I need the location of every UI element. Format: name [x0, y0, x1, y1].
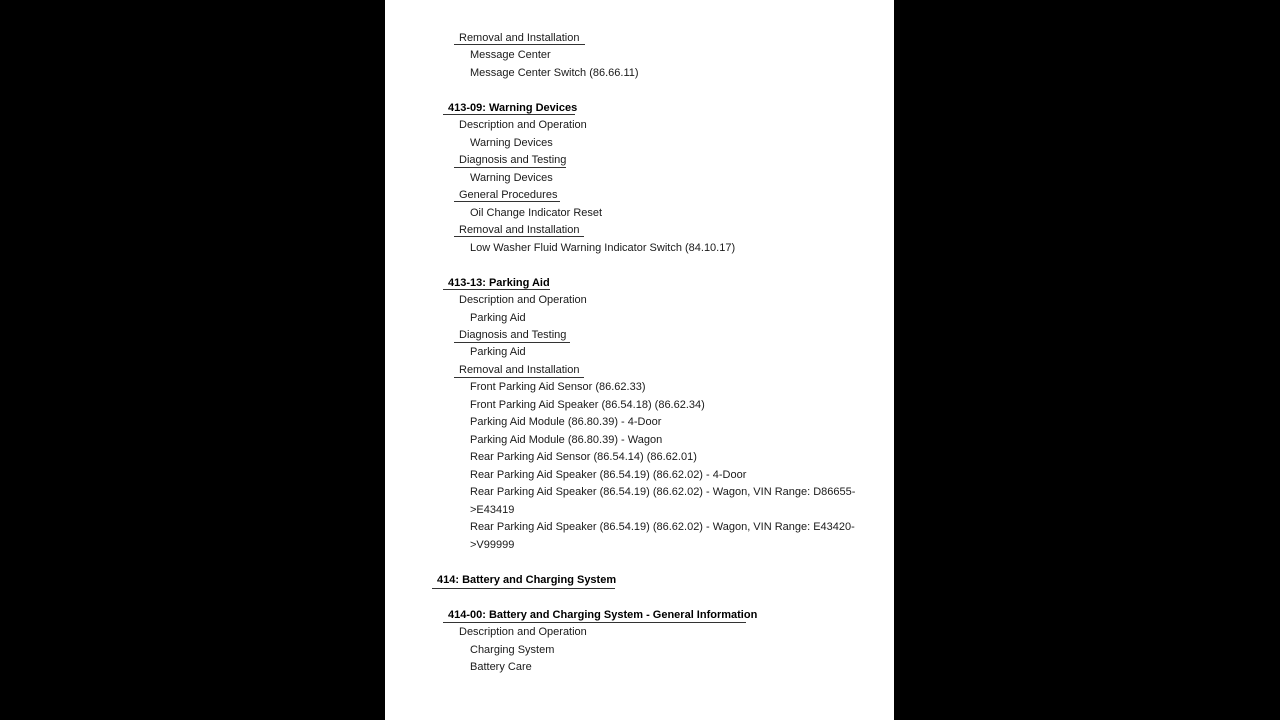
- toc-entry[interactable]: Oil Change Indicator Reset: [470, 207, 603, 219]
- heading-underline: [454, 201, 560, 202]
- toc-entry-continuation: >V99999: [470, 539, 515, 551]
- heading-underline: [454, 342, 570, 343]
- chapter-heading: 413-13: Parking Aid: [448, 277, 550, 289]
- section-heading: Description and Operation: [459, 626, 587, 638]
- section-heading: Description and Operation: [459, 294, 587, 306]
- toc-entry[interactable]: Charging System: [470, 644, 555, 656]
- section-heading: Removal and Installation: [459, 364, 580, 376]
- toc-entry[interactable]: Front Parking Aid Speaker (86.54.18) (86.62.34): [470, 399, 705, 411]
- heading-underline: [454, 236, 584, 237]
- chapter-heading: 414-00: Battery and Charging System - General Information: [448, 609, 758, 621]
- section-heading: Removal and Installation: [459, 32, 580, 44]
- toc-entry[interactable]: Rear Parking Aid Speaker (86.54.19) (86.62.02) - Wagon, VIN Range: E43420-: [470, 521, 855, 533]
- toc-entry[interactable]: Parking Aid: [470, 346, 526, 358]
- heading-underline: [454, 377, 584, 378]
- heading-underline: [454, 167, 566, 168]
- document-page: [385, 0, 894, 720]
- toc-entry[interactable]: Battery Care: [470, 661, 532, 673]
- heading-underline: [443, 114, 575, 115]
- toc-entry[interactable]: Parking Aid Module (86.80.39) - Wagon: [470, 434, 663, 446]
- section-heading: General Procedures: [459, 189, 558, 201]
- toc-entry[interactable]: Rear Parking Aid Speaker (86.54.19) (86.62.02) - Wagon, VIN Range: D86655-: [470, 486, 856, 498]
- toc-entry-continuation: >E43419: [470, 504, 515, 516]
- toc-entry[interactable]: Warning Devices: [470, 172, 553, 184]
- toc-entry[interactable]: Rear Parking Aid Sensor (86.54.14) (86.62.01): [470, 451, 697, 463]
- heading-underline: [454, 44, 585, 45]
- heading-underline: [443, 289, 550, 290]
- toc-entry[interactable]: Low Washer Fluid Warning Indicator Switch (84.10.17): [470, 242, 736, 254]
- heading-underline: [443, 622, 746, 623]
- toc-entry[interactable]: Warning Devices: [470, 137, 553, 149]
- toc-entry[interactable]: Message Center: [470, 49, 551, 61]
- chapter-heading: 413-09: Warning Devices: [448, 102, 578, 114]
- toc-entry[interactable]: Front Parking Aid Sensor (86.62.33): [470, 381, 646, 393]
- part-heading: 414: Battery and Charging System: [437, 574, 617, 586]
- toc-entry[interactable]: Parking Aid: [470, 312, 526, 324]
- section-heading: Description and Operation: [459, 119, 587, 131]
- section-heading: Diagnosis and Testing: [459, 329, 567, 341]
- heading-underline: [432, 588, 615, 589]
- toc-entry[interactable]: Message Center Switch (86.66.11): [470, 67, 639, 79]
- section-heading: Diagnosis and Testing: [459, 154, 567, 166]
- toc-entry[interactable]: Parking Aid Module (86.80.39) - 4-Door: [470, 416, 662, 428]
- section-heading: Removal and Installation: [459, 224, 580, 236]
- toc-entry[interactable]: Rear Parking Aid Speaker (86.54.19) (86.62.02) - 4-Door: [470, 469, 747, 481]
